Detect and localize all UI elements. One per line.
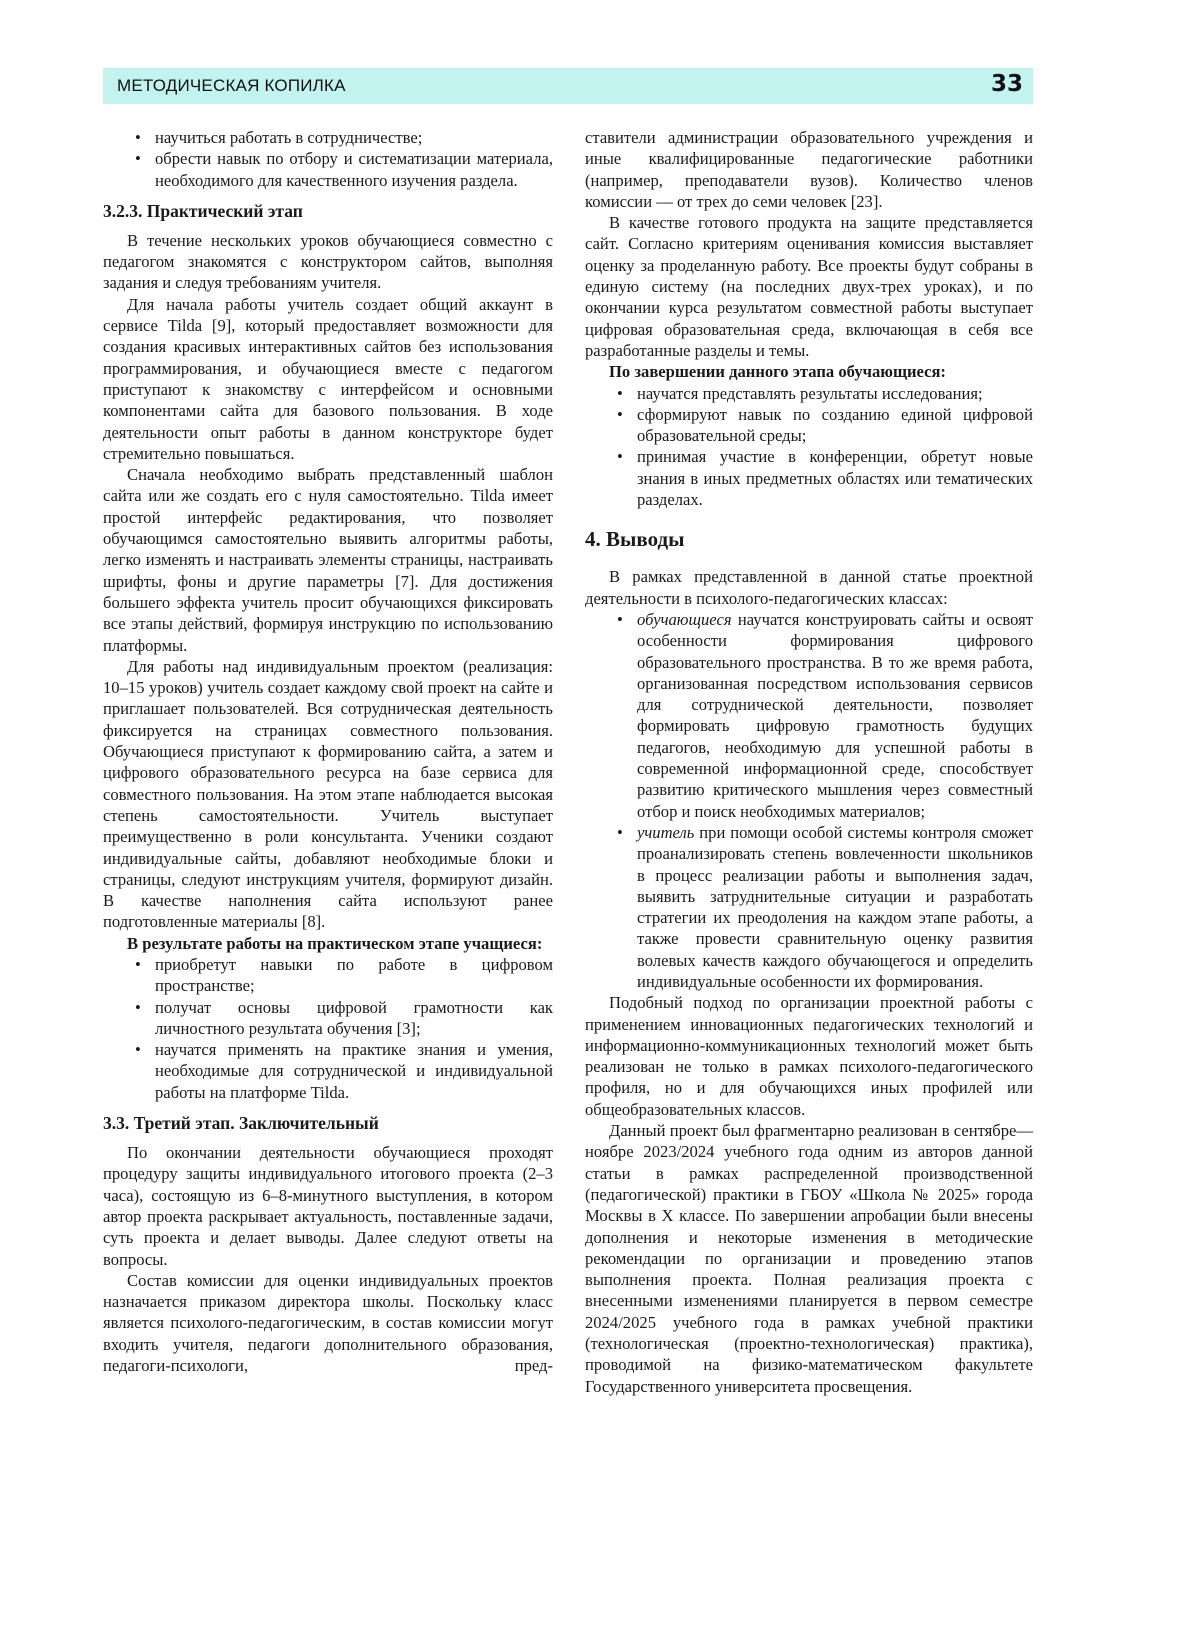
list-item: • получат основы цифровой грамотности как личностного результата обучения [3]; — [155, 997, 553, 1040]
paragraph: В качестве готового продукта на защите представляется сайт. Согласно критериям оценивания комиссия выставляет оценку за проделанную работу. Все проекты будут собраны в единую систему (на последних двух-трех уроках), и по окончании курса результатом совместной работы выступает цифровая образовательная среда, включающая в себя все разработанные разделы и темы. — [585, 212, 1033, 361]
paragraph: Сначала необходимо выбрать представленный шаблон сайта или же создать его с нуля самостоятельно. Tilda имеет простой интерфейс редактирования, что позволяет обучающимся самостоятельно выявить алгоритмы работы, легко изменять и настраивать элементы страницы, настраивать шрифты, фоны и другие параметры [7]. Для достижения большего эффекта учитель просит обучающихся фиксировать все этапы действий, формируя инструкцию по использованию платформы. — [103, 464, 553, 656]
list-item: • сформируют навык по созданию единой цифровой образовательной среды; — [637, 404, 1033, 447]
left-column — [103, 127, 553, 1376]
bullet-list — [585, 383, 1033, 511]
list-item: • обрести навык по отбору и систематизации материала, необходимого для качественного изучения раздела. — [155, 148, 553, 191]
paragraph: Для работы над индивидуальным проектом (реализация: 10–15 уроков) учитель создает каждому свой проект на сайте и приглашает пользователей. Вся сотрудническая деятельность фиксируется на страницах совместного пользования. Обучающиеся приступают к формированию сайта, а затем и цифрового образовательного ресурса на базе сервиса для совместного пользования. На этом этапе наблюдается высокая степень самостоятельности. Учитель выступает преимущественно в роли консультанта. Ученики создают индивидуальные сайты, добавляют необходимые блоки и страницы, следуют инструкциям учителя, формируют дизайн. В качестве наполнения сайта используют ранее подготовленные материалы [8]. — [103, 656, 553, 933]
list-item: • научиться работать в сотрудничестве; — [155, 127, 553, 148]
section-heading: 3.3. Третий этап. Заключительный — [103, 1112, 553, 1134]
item-text: при помощи особой системы контроля сможет проанализировать степень вовлеченности школьников в процесс реализации работы и выполнения задач, выявить затруднительные ситуации и разработать стратегии их преодоления на каждом этапе работы, а также провести сравнительную оценку развития волевых качеств каждого обучающегося и определить индивидуальные особенности их формирования. — [637, 823, 1033, 991]
italic-term: обучающиеся — [637, 610, 732, 629]
paragraph: ставители администрации образовательного учреждения и иные квалифицированные педагогические работники (например, преподаватели вузов). Количество членов комиссии — от трех до семи человек [23]. — [585, 127, 1033, 212]
paragraph: По окончании деятельности обучающиеся проходят процедуру защиты индивидуального итогового проекта (2–3 часа), состоящую из 6–8-минутного выступления, в котором автор проекта раскрывает актуальность, поставленные задачи, суть проекта и делает выводы. Далее следуют ответы на вопросы. — [103, 1142, 553, 1270]
list-item — [637, 822, 1033, 992]
paragraph: В течение нескольких уроков обучающиеся совместно с педагогом знакомятся с конструктором сайтов, выполняя задания и следуя требованиям учителя. — [103, 230, 553, 294]
paragraph: Для начала работы учитель создает общий аккаунт в сервисе Tilda [9], который предоставляет возможности для создания красивых интерактивных сайтов без использования программирования, и обучающиеся вместе с педагогом приступают к знакомству с интерфейсом и основными компонентами сайта для базового пользования. В ходе деятельности опыт работы в данном конструкторе будет стремительно повышаться. — [103, 294, 553, 464]
item-text: научатся конструировать сайты и освоят особенности формирования цифрового образовательного пространства. В то же время работа, организованная посредством использования сервисов для сотруднической деятельности, позволяет формировать цифровую грамотность будущих педагогов, необходимую для успешной работы в современной информационной среде, способствует развитию критического мышления через совместный отбор и поиск необходимых материалов; — [637, 610, 1033, 821]
list-item: • принимая участие в конференции, обретут новые знания в иных предметных областях или тематических разделах. — [637, 446, 1033, 510]
list-item: • научатся представлять результаты исследования; — [637, 383, 1033, 404]
paragraph: Состав комиссии для оценки индивидуальных проектов назначается приказом директора школы. Поскольку класс является психолого-педагогическим, в состав комиссии могут входить учителя, педагоги дополнительного образования, педагоги-психологи, пред- — [103, 1270, 553, 1376]
list-item: • приобретут навыки по работе в цифровом пространстве; — [155, 954, 553, 997]
section-heading: 3.2.3. Практический этап — [103, 200, 553, 222]
bullet-list — [103, 127, 553, 191]
running-header — [103, 68, 1033, 104]
paragraph: В рамках представленной в данной статье проектной деятельности в психолого-педагогических классах: — [585, 566, 1033, 609]
paragraph: Подобный подход по организации проектной работы с применением инновационных педагогических технологий и информационно-коммуникационных технологий может быть реализован не только в рамках психолого-педагогического профиля, но и для обучающихся иных профилей или общеобразовательных классов. — [585, 992, 1033, 1120]
italic-term: учитель — [637, 823, 694, 842]
right-column — [585, 127, 1033, 1397]
paragraph: Данный проект был фрагментарно реализован в сентябре—ноябре 2023/2024 учебного года одним из авторов данной статьи в рамках распределенной производственной (педагогической) практики в ГБОУ «Школа № 2025» города Москвы в X классе. По завершении апробации были внесены дополнения и некоторые изменения в методические рекомендации по организации и проведению этапов выполнения проекта. Полная реализация проекта с внесенными изменениями планируется в первом семестре 2024/2025 учебного года в рамках учебной практики (технологическая (проектно-технологическая) практика), проводимой на физико-математическом факультете Государственного университета просвещения. — [585, 1120, 1033, 1397]
section-title: МЕТОДИЧЕСКАЯ КОПИЛКА — [117, 76, 346, 96]
list-item: • научатся применять на практике знания и умения, необходимые для сотруднической и индивидуальной работы на платформе Tilda. — [155, 1039, 553, 1103]
bullet-list — [585, 609, 1033, 992]
list-item — [637, 609, 1033, 822]
bullet-list — [103, 954, 553, 1103]
bold-lead: По завершении данного этапа обучающиеся: — [585, 361, 1033, 382]
bold-lead: В результате работы на практическом этапе учащиеся: — [103, 933, 553, 954]
page-number: 33 — [991, 71, 1023, 97]
section-heading: 4. Выводы — [585, 526, 1033, 552]
